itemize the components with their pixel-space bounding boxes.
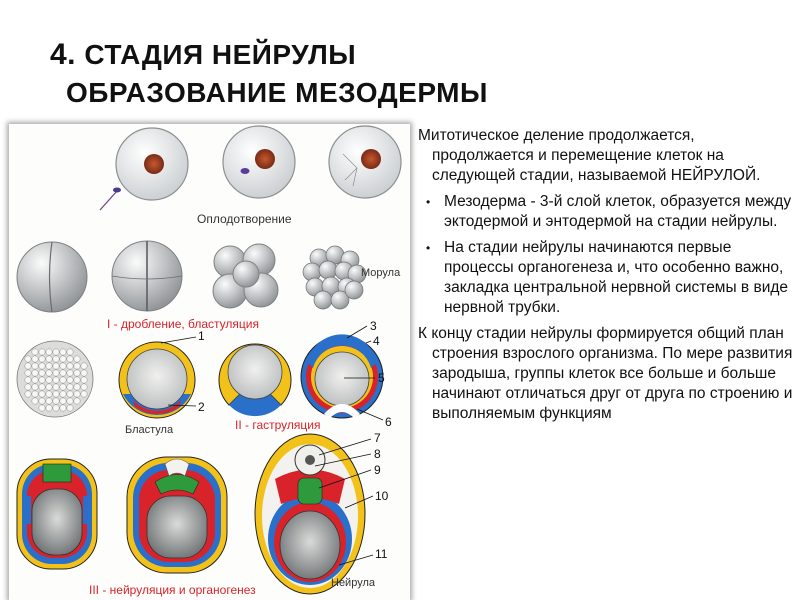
callout-7: 7 — [374, 431, 381, 445]
blastomere — [53, 405, 59, 411]
blastomere — [32, 349, 38, 355]
blastomere — [32, 356, 38, 362]
blastomere — [39, 398, 45, 404]
early-neurula — [17, 459, 97, 569]
blastomere — [60, 398, 66, 404]
blastomere — [81, 377, 87, 383]
sperm-tail — [100, 191, 117, 210]
blastomere — [32, 398, 38, 404]
sperm-head — [113, 188, 121, 193]
label-neurulation: III - нейруляция и органогенез — [89, 583, 256, 597]
blastomere — [60, 356, 66, 362]
callout-4: 4 — [373, 334, 380, 348]
blastomere — [39, 384, 45, 390]
blastomere — [25, 384, 31, 390]
blastomere — [67, 398, 73, 404]
blastomere — [67, 377, 73, 383]
blastomere — [32, 384, 38, 390]
blastomere — [60, 370, 66, 376]
late-neurula — [255, 434, 365, 594]
blastomere — [25, 370, 31, 376]
blastomere — [60, 405, 66, 411]
cleavage-1-cell — [17, 242, 87, 312]
late-gastrula — [301, 334, 383, 418]
blastomere — [81, 370, 87, 376]
blastomere — [81, 384, 87, 390]
blastomere — [39, 349, 45, 355]
blastomere — [53, 377, 59, 383]
morula-cell — [314, 291, 332, 309]
blastula-surface — [17, 341, 93, 417]
blastomere — [74, 370, 80, 376]
title-line-2: ОБРАЗОВАНИЕ МЕЗОДЕРМЫ — [66, 77, 488, 108]
slide-title — [50, 36, 488, 112]
blastomere — [67, 391, 73, 397]
blastomere — [60, 349, 66, 355]
blastomere — [74, 377, 80, 383]
callout-10: 10 — [375, 489, 389, 503]
callout-5: 5 — [378, 371, 385, 385]
blastomere — [74, 356, 80, 362]
neurulation-row — [17, 431, 389, 597]
zygote-nucleus — [361, 149, 381, 169]
blastomere — [46, 349, 52, 355]
label-gastrulation: II - гаструляция — [235, 418, 321, 432]
blastomere — [67, 363, 73, 369]
gastrulation-row — [17, 319, 392, 436]
morula-cell — [319, 261, 337, 279]
blastomere — [81, 391, 87, 397]
blastomere — [25, 363, 31, 369]
blastomere — [46, 377, 52, 383]
label-blastula: Бластула — [125, 424, 174, 436]
embryo-development-figure — [9, 124, 410, 600]
blastomere — [46, 405, 52, 411]
blastomere — [32, 370, 38, 376]
blastomere — [60, 363, 66, 369]
fertilization-row — [100, 126, 401, 226]
blastomere — [53, 391, 59, 397]
blastomere — [46, 356, 52, 362]
blastomere — [32, 391, 38, 397]
callout-6: 6 — [385, 415, 392, 429]
blastomere — [81, 363, 87, 369]
blastomere — [53, 384, 59, 390]
label-neurula: Нейрула — [331, 577, 375, 589]
blastomere — [53, 370, 59, 376]
blastomere — [60, 384, 66, 390]
blastomere — [46, 370, 52, 376]
blastomere — [39, 377, 45, 383]
blastomere — [53, 349, 59, 355]
callout-8: 8 — [374, 447, 381, 461]
blastomere — [46, 391, 52, 397]
blastomere — [67, 356, 73, 362]
blastomere — [25, 377, 31, 383]
egg-nucleus-1 — [144, 154, 164, 174]
blastomere — [39, 370, 45, 376]
callout-9: 9 — [374, 463, 381, 477]
blastomere — [74, 363, 80, 369]
bullet-mesoderm: • Мезодерма - 3-й слой клеток, образуется между эктодермой и энтодермой на стадии нейрулы. — [418, 192, 794, 232]
title-number: 4. — [50, 38, 77, 71]
morula — [303, 246, 366, 309]
blastomere — [53, 363, 59, 369]
blastomere — [74, 398, 80, 404]
blastula-section — [119, 342, 195, 418]
blastomere — [74, 391, 80, 397]
blastomere — [32, 363, 38, 369]
blastomere — [39, 405, 45, 411]
blastomere — [74, 384, 80, 390]
blastomere — [67, 384, 73, 390]
blastomere — [39, 363, 45, 369]
callout-2: 2 — [198, 400, 205, 414]
blastomere — [25, 356, 31, 362]
callout-3: 3 — [370, 319, 377, 333]
blastomere — [53, 398, 59, 404]
label-morula: Морула — [361, 267, 401, 279]
label-fertilization: Оплодотворение — [197, 212, 292, 226]
label-cleavage: I - дробление, бластуляция — [107, 317, 259, 331]
blastomere — [46, 398, 52, 404]
blastomere — [60, 391, 66, 397]
callout-1: 1 — [198, 329, 205, 343]
blastomere — [67, 405, 73, 411]
paragraph-intro: Митотическое деление продолжается, продолжается и перемещение клеток на следующей стадии, называемой НЕЙРУЛОЙ. — [418, 127, 761, 184]
blastomere — [53, 356, 59, 362]
blastomere — [46, 384, 52, 390]
blastomere — [25, 391, 31, 397]
bullet-organogenesis: • На стадии нейрулы начинаются первые процессы органогенеза и, что особенно важно, закладка центральной нервной системы в виде нервной трубки. — [418, 238, 794, 318]
title-line-1: СТАДИЯ НЕЙРУЛЫ — [84, 39, 357, 70]
cleavage-row — [17, 241, 401, 331]
blastomere — [67, 370, 73, 376]
blastomere — [39, 356, 45, 362]
egg-nucleus-2 — [255, 149, 275, 169]
blastomere — [46, 363, 52, 369]
blastomere — [67, 349, 73, 355]
blastomere — [32, 377, 38, 383]
callout-11: 11 — [375, 547, 388, 561]
description-text — [418, 126, 794, 430]
embryo-diagram-svg — [9, 124, 410, 600]
cleavage-8-cells — [213, 244, 278, 308]
blastomere — [39, 391, 45, 397]
mid-neurula — [127, 457, 227, 573]
male-pronucleus — [241, 168, 250, 174]
blastomere — [60, 377, 66, 383]
early-gastrula — [219, 344, 291, 416]
morula-cell — [345, 281, 363, 299]
paragraph-conclusion: К концу стадии нейрулы формируется общий план строения взрослого организма. По мере развития зародыша, группы клеток все больше и больше начинают отличаться друг от друга по строению и выполняемым функциям — [418, 325, 793, 422]
